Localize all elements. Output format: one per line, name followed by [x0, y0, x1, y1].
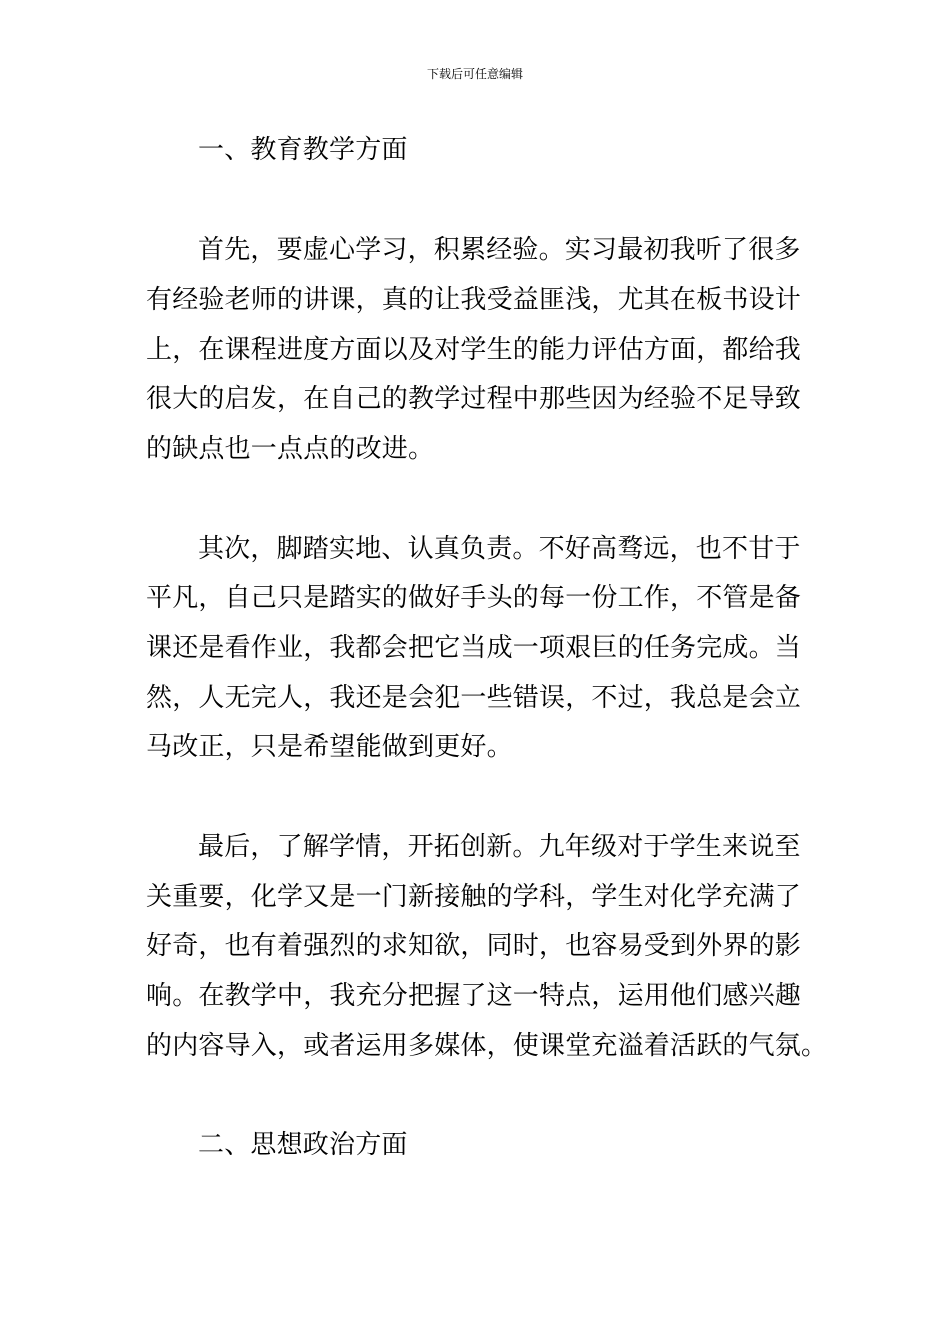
paragraph-line: 马改正，只是希望能做到更好。: [146, 732, 513, 762]
paragraph-line: 平凡，自己只是踏实的做好手头的每一份工作，不管是备: [146, 583, 802, 613]
paragraph-line: 的内容导入，或者运用多媒体，使课堂充溢着活跃的气氛。: [146, 1031, 828, 1061]
header-note: 下载后可任意编辑: [426, 67, 523, 81]
section-heading-2: 二、思想政治方面: [198, 1130, 408, 1160]
paragraph-line: 有经验老师的讲课，真的让我受益匪浅，尤其在板书设计: [146, 285, 802, 315]
paragraph-line: 其次，脚踏实地、认真负责。不好高骛远，也不甘于: [198, 534, 801, 564]
paragraph-line: 关重要，化学又是一门新接触的学科，学生对化学充满了: [146, 882, 802, 912]
paragraph-line: 的缺点也一点点的改进。: [146, 434, 435, 464]
section-heading-1: 一、教育教学方面: [198, 135, 408, 165]
paragraph-line: 课还是看作业，我都会把它当成一项艰巨的任务完成。当: [146, 633, 802, 663]
paragraph-line: 响。在教学中，我充分把握了这一特点，运用他们感兴趣: [146, 981, 802, 1011]
paragraph-line: 很大的启发，在自己的教学过程中那些因为经验不足导致: [146, 384, 802, 414]
paragraph-line: 上，在课程进度方面以及对学生的能力评估方面，都给我: [146, 335, 802, 365]
paragraph-line: 最后，了解学情，开拓创新。九年级对于学生来说至: [198, 832, 801, 862]
paragraph-line: 然，人无完人，我还是会犯一些错误，不过，我总是会立: [146, 683, 802, 713]
paragraph-line: 首先，要虚心学习，积累经验。实习最初我听了很多: [198, 235, 801, 265]
paragraph-line: 好奇，也有着强烈的求知欲，同时，也容易受到外界的影: [146, 931, 802, 961]
